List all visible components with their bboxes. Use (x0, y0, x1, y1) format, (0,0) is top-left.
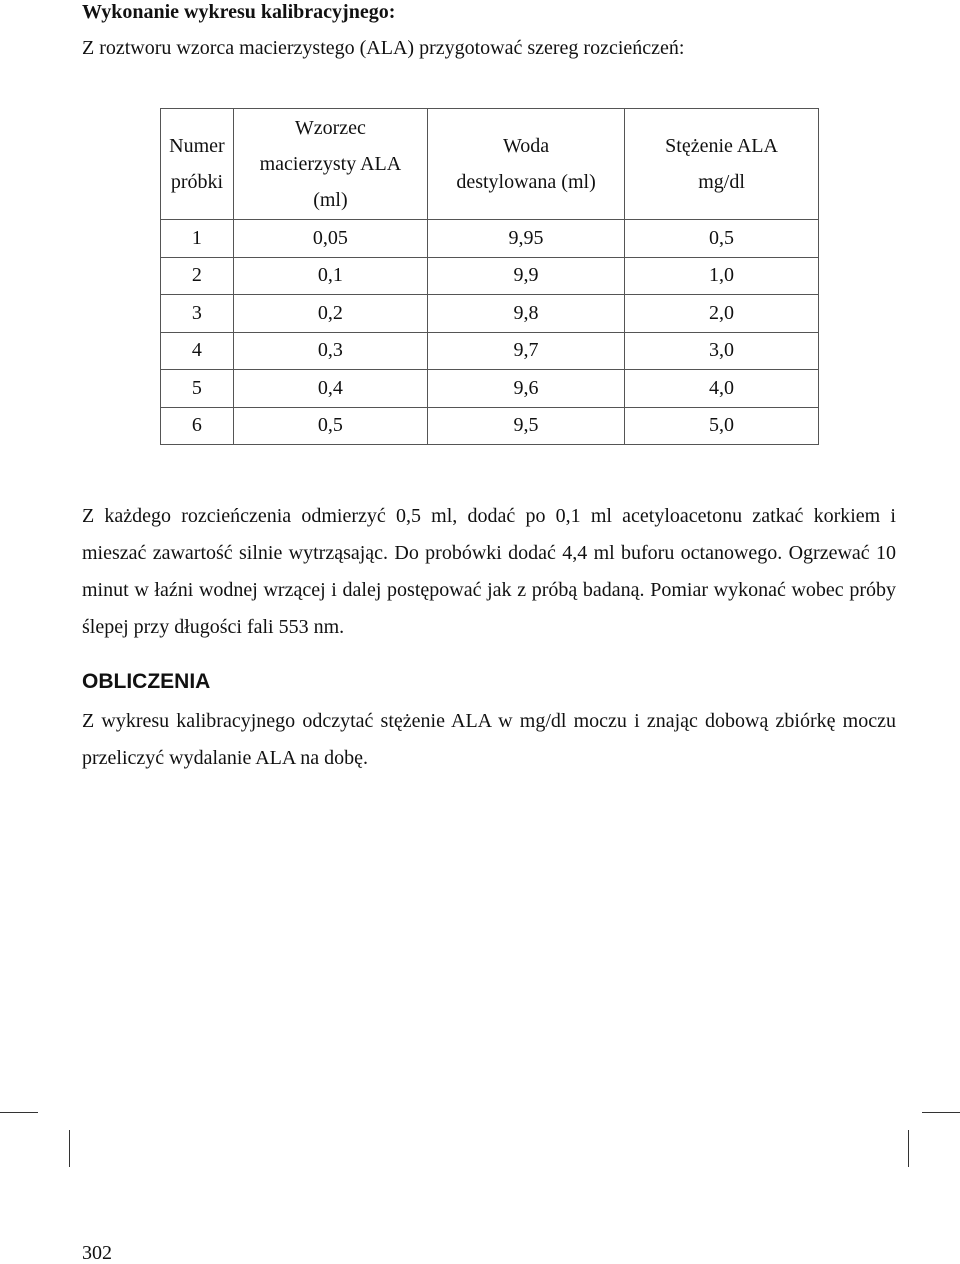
header-ala-concentration (625, 109, 819, 220)
table-cell: 5,0 (625, 407, 819, 445)
table-cell: 4,0 (625, 370, 819, 408)
table-cell: 1,0 (625, 257, 819, 295)
table-cell: 9,7 (427, 332, 624, 370)
crop-mark (0, 1112, 38, 1113)
table-row (161, 257, 819, 295)
page-number: 302 (82, 1242, 112, 1264)
dilution-table (160, 108, 819, 445)
table-row (161, 220, 819, 258)
table-cell: 9,6 (427, 370, 624, 408)
crop-mark (922, 1112, 960, 1113)
table-cell: 2,0 (625, 295, 819, 333)
table-cell: 3,0 (625, 332, 819, 370)
crop-mark (69, 1130, 70, 1167)
header-line: macierzysty ALA (259, 153, 402, 175)
table-cell: 0,4 (233, 370, 427, 408)
table-cell: 9,8 (427, 295, 624, 333)
table-cell: 4 (161, 332, 234, 370)
header-line: Stężenie ALA (665, 135, 778, 157)
calculations-title: OBLICZENIA (82, 670, 211, 693)
table-cell: 2 (161, 257, 234, 295)
table-row (161, 332, 819, 370)
table-row (161, 407, 819, 445)
header-line: (ml) (313, 189, 348, 211)
header-line: próbki (170, 171, 224, 193)
table-cell: 0,5 (625, 220, 819, 258)
table-cell: 0,3 (233, 332, 427, 370)
table-cell: 1 (161, 220, 234, 258)
table-cell: 0,2 (233, 295, 427, 333)
procedure-paragraph: Z każdego rozcieńczenia odmierzyć 0,5 ml, dodać po 0,1 ml acetyloacetonu zatkać korkiem i mieszać zawartość silnie wytrząsając. Do probówki dodać 4,4 ml buforu octanowego. Ogrzewać 10 minut w łaźni wodnej wrzącej i dalej postępować jak z próbą badaną. Pomiar wykonać wobec próby ślepej przy długości fali 553 nm. (82, 505, 896, 638)
table-cell: 0,5 (233, 407, 427, 445)
header-sample-number (161, 109, 234, 220)
intro-text: Z roztworu wzorca macierzystego (ALA) przygotować szereg rozcieńczeń: (82, 37, 685, 59)
table-cell: 9,5 (427, 407, 624, 445)
section-heading: Wykonanie wykresu kalibracyjnego: (82, 1, 396, 23)
header-line: mg/dl (698, 171, 745, 193)
calculations-paragraph: Z wykresu kalibracyjnego odczytać stężenie ALA w mg/dl moczu i znając dobową zbiórkę moczu przeliczyć wydalanie ALA na dobę. (82, 710, 896, 769)
header-line: Woda (502, 135, 550, 157)
header-distilled-water (427, 109, 624, 220)
table-row (161, 295, 819, 333)
table-row (161, 370, 819, 408)
table-cell: 0,05 (233, 220, 427, 258)
table-cell: 9,9 (427, 257, 624, 295)
table-cell: 3 (161, 295, 234, 333)
table-cell: 0,1 (233, 257, 427, 295)
table-cell: 6 (161, 407, 234, 445)
header-line: Numer (169, 135, 225, 157)
header-line: destylowana (ml) (456, 171, 596, 193)
header-stock-standard (233, 109, 427, 220)
crop-mark (908, 1130, 909, 1167)
table-cell: 5 (161, 370, 234, 408)
header-line: Wzorzec (294, 117, 366, 139)
table-cell: 9,95 (427, 220, 624, 258)
table-header-row (161, 109, 819, 220)
